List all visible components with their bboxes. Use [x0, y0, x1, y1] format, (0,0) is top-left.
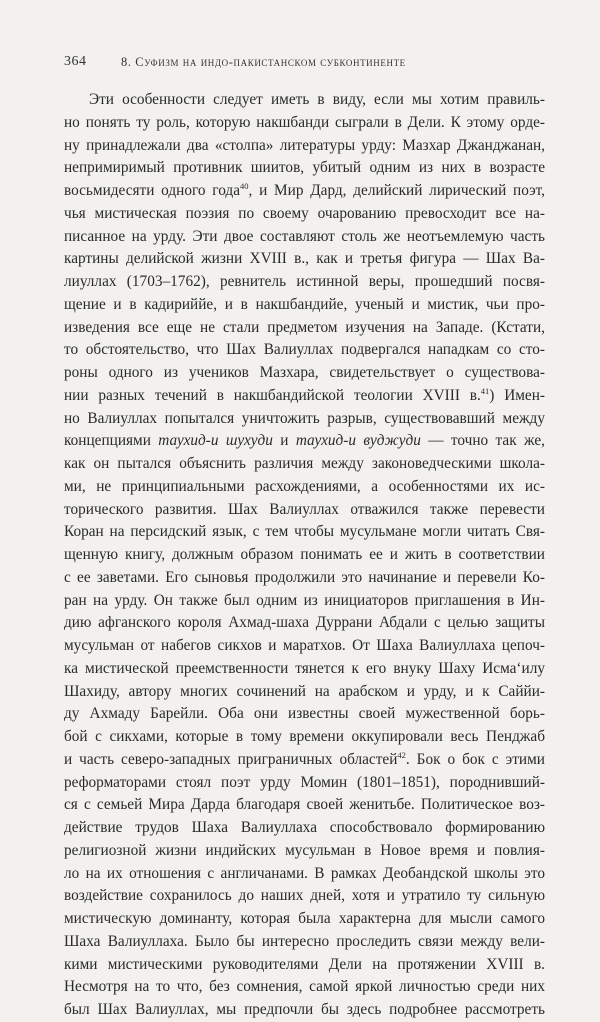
- text-run: ло на их отношения с англичанами. В рамках Деобандской школы это: [64, 864, 545, 882]
- text-run: лиуллах (1703–1762), ревнитель истинной веры, прошедший посвя-: [64, 273, 545, 290]
- text-line: [64, 976, 545, 999]
- text-run: то обстоятельство, что Шах Валиуллах подвергался нападкам со сто-: [64, 341, 545, 359]
- text-run: щение и в кадириййе, и в накшбандийе, ученый и мистик, чьи про-: [64, 295, 545, 313]
- text-run: нии разных течений в накшбандийской теологии XVIII в.: [64, 386, 481, 404]
- text-line: [64, 203, 545, 226]
- text-line: [64, 794, 545, 817]
- footnote-ref: 40: [240, 181, 249, 191]
- italic-term: таухид-и шухуди: [158, 432, 273, 450]
- text-line: [64, 635, 545, 658]
- text-run: концепциями: [64, 432, 159, 450]
- text-run: писанное на урду. Эти двое составляют столь же неотъемлемую часть: [64, 227, 545, 245]
- text-run: мусульман от набегов сикхов и маратхов. От Шаха Валиуллаха цепоч-: [64, 637, 545, 654]
- text-run: картины делийской жизни XVIII в., как и третья фигура — Шах Ва-: [64, 250, 545, 268]
- text-run: ран на урду. Он также был одним из инициаторов приглашения в Ин-: [64, 591, 545, 609]
- text-line: [64, 499, 545, 522]
- text-run: ду Ахмаду Барейли. Оба они известны своей мужественной борь-: [64, 705, 545, 723]
- text-run: щенную книгу, должным образом понимать ее и жить в соответствии: [64, 546, 545, 563]
- text-run: непримиримый противник шиитов, убитый одним из них в возрасте: [64, 159, 545, 177]
- text-run: мистическую доминанту, которая была характерна для мысли самого: [64, 910, 545, 927]
- text-line: [64, 681, 545, 704]
- text-line: [64, 157, 545, 180]
- footnote-ref: 41: [480, 385, 490, 396]
- text-run: Шаха Валиуллаха. Было бы интересно проследить связи между вели-: [64, 932, 545, 950]
- text-run: и: [272, 432, 296, 450]
- text-run: воздействие сохранилось до наших дней, хотя и утратило ту сильную: [64, 887, 545, 905]
- text-run: как он пытался объяснить различия между законоведческими школа-: [64, 455, 545, 472]
- text-line: [64, 362, 545, 385]
- text-run: был Шах Валиуллах, мы предпочли бы здесь подробнее рассмотреть: [64, 1001, 545, 1018]
- text-run: религиозной жизни индийских мусульман в Новое время и повлия-: [64, 841, 545, 859]
- footnote-ref: 42: [397, 749, 406, 760]
- text-run: Коран на персидский язык, с тем чтобы мусульмане могли читать Свя-: [64, 523, 545, 541]
- text-line: [64, 271, 545, 294]
- text-line: [64, 294, 545, 317]
- text-line: [64, 658, 545, 681]
- text-run: действие трудов Шаха Валиуллаха способствовало формированию: [64, 819, 545, 836]
- text-line: [64, 453, 545, 476]
- text-line: [64, 726, 545, 749]
- text-run: Эти особенности следует иметь в виду, если мы хотим правиль-: [89, 91, 545, 108]
- text-line: [64, 112, 545, 135]
- text-run: кими мистическими руководителями Дели на протяжении XVIII в.: [64, 955, 545, 973]
- text-run: и часть северо-западных приграничных областей: [64, 750, 398, 768]
- text-line: [64, 931, 545, 954]
- text-line: [64, 567, 545, 590]
- text-run: ми, не принципиальными расхождениями, а особенностями их ис-: [64, 477, 545, 495]
- text-line: [64, 408, 545, 431]
- text-line: [64, 385, 545, 408]
- text-line: [64, 89, 545, 112]
- text-run: ся с семьей Мира Дарда благодаря своей женитьбе. Политическое воз-: [64, 796, 545, 814]
- page-header: [64, 53, 546, 71]
- text-run: реформаторами стоял поэт урду Момин (1801–1851), породнивший-: [64, 773, 545, 791]
- text-run: восьмидесяти одного года: [64, 182, 240, 199]
- text-line: [64, 248, 545, 271]
- text-line: [64, 544, 545, 567]
- text-run: — точно так же,: [420, 432, 545, 450]
- text-run: торического развития. Шах Валиуллах отважился также перевести: [64, 500, 545, 518]
- text-run: Несмотря на то что, без сомнения, самой яркой личностью среди них: [64, 978, 545, 996]
- italic-term: таухид-и вуджуди: [295, 432, 421, 450]
- text-line: [64, 590, 545, 613]
- text-run: с ее заветами. Его сыновья продолжили это начинание и перевели Ко-: [64, 568, 545, 586]
- text-run: бой с сикхами, которые в тому времени оккупировали весь Пенджаб: [64, 728, 545, 745]
- text-run: роны одного из учеников Мазхара, свидетельствует о существова-: [64, 364, 545, 381]
- text-line: [64, 817, 545, 840]
- page-number: 364: [64, 54, 87, 69]
- text-line: [64, 840, 545, 863]
- text-run: но понять ту роль, которую накшбанди сыграли в Дели. К этому орде-: [64, 113, 545, 131]
- text-run: чья мистическая поэзия по своему очарованию превосходит все на-: [64, 204, 545, 222]
- text-run: . Бок о бок с этими: [405, 750, 545, 768]
- text-run: изведения все еще не стали предметом изучения на Западе. (Кстати,: [64, 318, 545, 336]
- text-line: [64, 226, 545, 249]
- text-line: [64, 703, 545, 726]
- text-line: [64, 749, 545, 772]
- text-line: [64, 521, 545, 544]
- text-line: [64, 430, 545, 453]
- text-line: [64, 476, 545, 499]
- text-run: но Валиуллах попытался уничтожить разрыв, существовавший между: [64, 409, 545, 427]
- text-line: [64, 885, 545, 908]
- text-line: [64, 135, 545, 158]
- text-line: [64, 954, 545, 977]
- running-title: 8. Суфизм на индо-пакистанском субконтиненте: [121, 55, 406, 69]
- text-run: ) Имен-: [489, 386, 545, 404]
- text-line: [64, 339, 545, 362]
- text-run: ну принадлежали два «столпа» литературы урду: Мазхар Джанджанан,: [64, 136, 545, 154]
- text-line: [64, 612, 545, 635]
- text-run: дию афганского короля Ахмад-шаха Дуррани Абдали с целью защиты: [64, 614, 545, 632]
- text-run: Шахиду, автору многих сочинений на арабском и урду, и к Саййи-: [64, 682, 545, 700]
- text-line: [64, 772, 545, 795]
- text-line: [64, 999, 545, 1022]
- text-line: [64, 908, 545, 931]
- text-line: [64, 180, 545, 203]
- text-run: , и Мир Дард, делийский лирический поэт,: [248, 182, 546, 199]
- text-line: [64, 317, 545, 340]
- text-run: ка мистической преемственности тянется к его внуку Шаху Исма‘илу: [64, 659, 545, 677]
